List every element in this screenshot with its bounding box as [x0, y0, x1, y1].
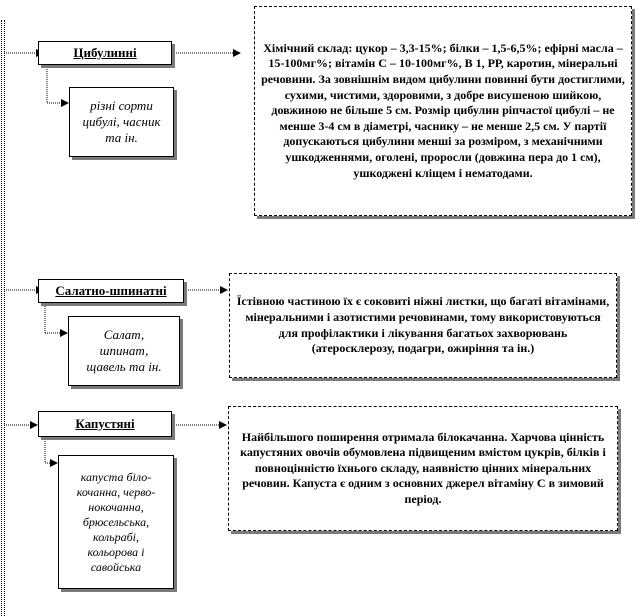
- examples-text: капуста біло- кочанна, черво- нокочанна, брюсельська, кольрабі, кольорова і савойська: [76, 469, 156, 574]
- examples-box-salad: [68, 316, 180, 386]
- examples-text: різні сорти цибулі, часник та ін.: [82, 97, 161, 146]
- description-box-cabbage: [228, 406, 618, 531]
- category-box-cabbage: [38, 411, 172, 437]
- description-text: Найбільшого поширення отримала білокачанна. Харчова цінність капустяних овочів обумовлена підвищеним вмістом цукрів, білків і повноцінністю їхнього складу, наявністю цінних мінеральних речовин. Капуста є одним з основних джерел вітаміну С в зимовий період.: [240, 429, 606, 506]
- category-box-salad: [38, 279, 184, 303]
- category-box-onion: [38, 41, 172, 65]
- examples-box-onion: [69, 87, 174, 157]
- description-text: Хімічний склад: цукор – 3,3-15%; білки – 1,5-6,5%; ефірні масла – 15-100мг%; вітамін С – 10-100мг%, В 1, РР, каротин, мінеральні речовини. За зовнішнім видом цибулини повинні бути достиглими, сухими, чистими, здоровими, з добре висушеною шийкою, довжиною не більше 5 см. Розмір цибулин ріпчастої цибулі – не менше 3-4 см в діаметрі, часнику – не менше 2,5 см. У партії допускаються цибулини менші за розміром, з механічними ушкодженнями, оголені, проросли (довжина пера до 1 см), ушкоджені кліщем і нематодами.: [261, 40, 625, 180]
- description-box-onion: [254, 6, 632, 216]
- examples-box-cabbage: [58, 455, 174, 589]
- category-label: Цибулинні: [73, 45, 137, 60]
- category-label: Капустяні: [75, 416, 135, 431]
- description-text: Їстівною частиною їх є соковиті ніжні листки, що багаті вітамінами, мінеральними і азотистими речовинами, тому використовуються для профілактики і лікування багатьох захворювань (атеросклерозу, подагри, ожиріння та ін.): [236, 294, 610, 356]
- examples-text: Салат, шпинат, щавель та ін.: [86, 326, 162, 375]
- description-box-salad: [229, 273, 617, 378]
- category-label: Салатно-шпинатні: [55, 283, 167, 298]
